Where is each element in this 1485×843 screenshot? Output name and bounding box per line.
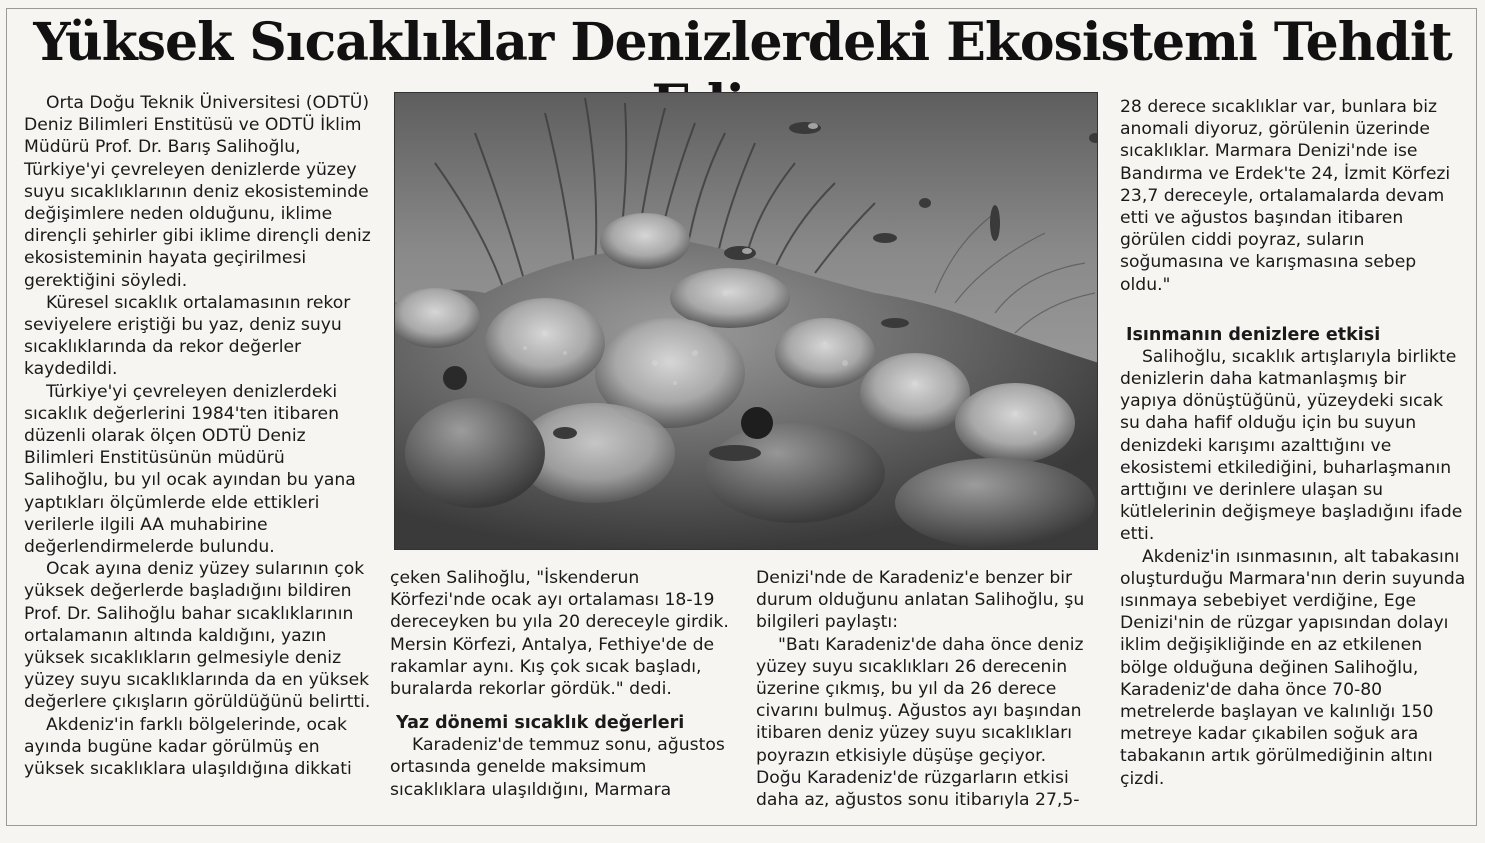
article-column-4 — [1120, 96, 1466, 790]
article-column-2 — [390, 567, 738, 801]
article-column-1 — [24, 92, 372, 780]
paragraph: 28 derece sıcaklıklar var, bunlara biz anomali diyoruz, görülenin üzerinde sıcaklıklar. Marmara Denizi'nde ise Bandırma ve Erdek'te 24, İzmit Körfezi 23,7 dereceyle, ortalamalarda devam etti ve ağustos başından itibaren görülen ciddi poyraz, suların soğumasına ve karışmasına sebep oldu." — [1120, 97, 1451, 295]
article-headline: Yüksek Sıcaklıklar Denizlerdeki Ekosistemi Tehdit — [33, 12, 1452, 73]
paragraph: Ocak ayına deniz yüzey sularının çok yüksek değerlerde başladığını bildiren Prof. Dr. Salihoğlu bahar sıcaklıklarının ortalamanın altında kaldığını, yazın yüksek sıcaklıkların gelmesiyle deniz yüzey suyu sıcaklıklarında da en yüksek değerlere çıkışların görüldüğünü belirtti. — [24, 559, 371, 713]
paragraph: Akdeniz'in ısınmasının, alt tabakasını oluşturduğu Marmara'nın derin suyunda ısınmaya sebebiyet verdiğine, Ege Denizi'nin de rüzgar yapısından dolayı iklim değişikliğinde en az etkilenen bölge olduğuna değinen Salihoğlu, Karadeniz'de daha önce 70-80 metrelerde başlayan ve kalınlığı 150 metreye kadar çıkabilen soğuk ara tabakanın artık görülmediğinin altını çizdi. — [1120, 546, 1466, 789]
paragraph: Türkiye'yi çevreleyen denizlerdeki sıcaklık değerlerini 1984'ten itibaren düzenli olarak ölçen ODTÜ Deniz Bilimleri Enstitüsünün müdürü Salihoğlu, bu yıl ocak ayından bu yana yaptıkları ölçümlerde elde ettikleri verilerle ilgili AA muhabirine değerlendirmelerde bulundu. — [24, 381, 356, 558]
section-subhead: Yaz dönemi sıcaklık değerleri — [396, 713, 685, 734]
paragraph: Denizi'nde de Karadeniz'e benzer bir durum olduğunu anlatan Salihoğlu, şu bilgileri paylaştı: — [756, 568, 1085, 633]
section-subhead: Isınmanın denizlere etkisi — [1126, 324, 1381, 345]
paragraph: Salihoğlu, sıcaklık artışlarıyla birlikte denizlerin daha katmanlaşmış bir yapıya dönüştüğünü, yüzeydeki sıcak su daha hafif olduğu için bu suyun denizdeki karışımı azalttığını ve ekosistemi etkilediğini, buharlaşmanın arttığını ve derinlere ulaşan su kütlelerinin değişmeye başladığını ifade etti. — [1120, 346, 1463, 545]
paragraph: Akdeniz'in farklı bölgelerinde, ocak ayında bugüne kadar görülmüş en yüksek sıcaklıklara ulaşıldığına dikkati — [24, 714, 352, 780]
paragraph: Orta Doğu Teknik Üniversitesi (ODTÜ) Deniz Bilimleri Enstitüsü ve ODTÜ İklim Müdürü Prof. Dr. Barış Salihoğlu, Türkiye'yi çevreleyen denizlerde yüzey suyu sıcaklıklarının deniz ekosisteminde değişimlere neden olduğunu, iklime dirençli şehirler gibi iklime dirençli deniz ekosisteminin hayata geçirilmesi gerektiğini söyledi. — [24, 93, 371, 291]
reef-photo-illustration — [395, 93, 1098, 550]
paragraph: "Batı Karadeniz'de daha önce deniz yüzey suyu sıcaklıkları 26 derecenin üzerine çıkmış, bu yıl da 26 derece civarını bulmuş. Ağustos ayı başından itibaren deniz yüzey suyu sıcaklıkları poyrazın etkisiyle düşüşe geçiyor. Doğu Karadeniz'de rüzgarların etkisi daha az, ağustos sonu itibarıyla 27,5- — [756, 634, 1084, 811]
paragraph: Küresel sıcaklık ortalamasının rekor seviyelere eriştiği bu yaz, deniz suyu sıcaklıklarında da rekor değerler kaydedildi. — [24, 292, 351, 380]
paragraph: çeken Salihoğlu, "İskenderun Körfezi'nde ocak ayı ortalaması 18-19 dereceyken bu yıla 20 dereceyle girdik. Mersin Körfezi, Antalya, Fethiye'de de rakamlar aynı. Kış çok sıcak başladı, buralarda rekorlar gördük." dedi. — [390, 568, 729, 700]
underwater-reef-photo — [394, 92, 1098, 550]
paragraph: Karadeniz'de temmuz sonu, ağustos ortasında genelde maksimum sıcaklıklara ulaşıldığını, Marmara — [390, 735, 725, 800]
article-column-3 — [756, 567, 1096, 811]
